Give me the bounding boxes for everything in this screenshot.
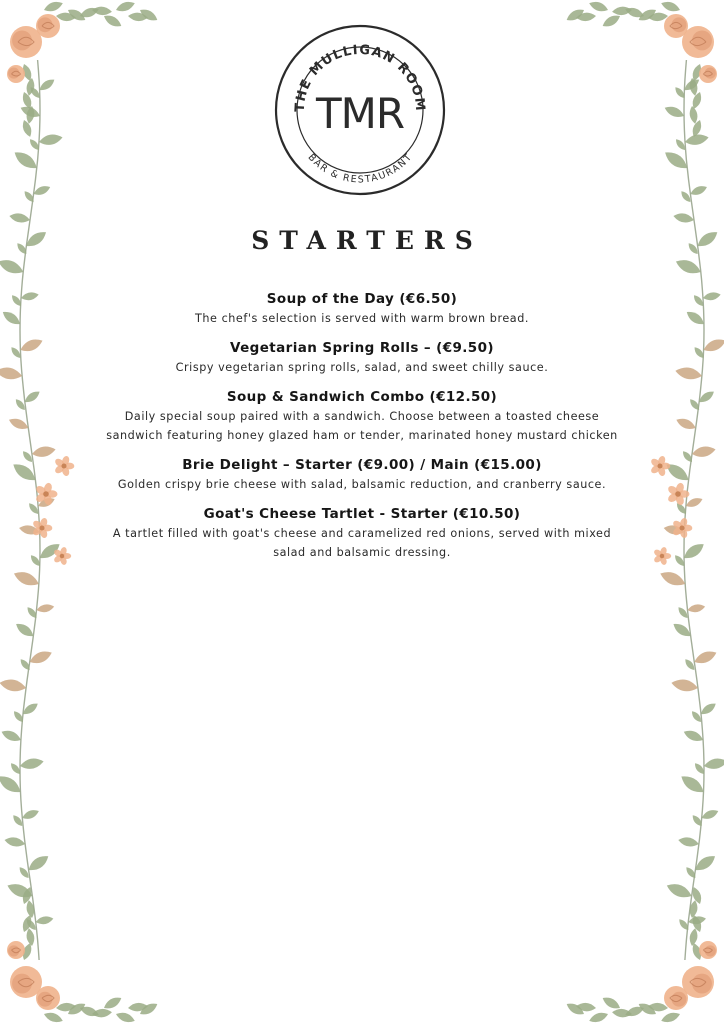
vine-leaf <box>691 444 716 458</box>
rose-flower <box>664 986 688 1010</box>
vine-leaf <box>32 183 52 197</box>
vine-leaf <box>19 756 44 770</box>
vine-leaf <box>9 212 31 225</box>
vine-leaf <box>20 291 39 302</box>
vine-leaf <box>14 397 28 412</box>
corner-leaf <box>688 105 699 124</box>
corner-leaf <box>115 1010 137 1024</box>
corner-leaf <box>690 914 703 934</box>
rose-flower <box>699 65 717 83</box>
corner-leaf <box>25 77 36 96</box>
menu-item <box>60 505 664 562</box>
vine-leaf <box>18 657 32 672</box>
corner-leaf <box>690 119 703 139</box>
corner-leaf <box>79 1004 101 1019</box>
corner-leaf <box>25 928 36 947</box>
vine-leaf <box>674 137 688 152</box>
rose-flower <box>682 26 714 58</box>
vine-leaf <box>37 77 56 94</box>
vine-leaf <box>21 449 35 464</box>
rose-flower <box>36 14 60 38</box>
vine-leaf <box>25 605 39 620</box>
vine-leaf <box>28 85 42 100</box>
vine-leaf <box>10 293 24 308</box>
corner-leaf <box>690 63 703 83</box>
menu-item-title: Vegetarian Spring Rolls – (€9.50) <box>230 340 494 356</box>
corner-leaf <box>92 6 113 16</box>
blossom-flower <box>672 517 693 539</box>
corner-leaf <box>115 0 137 14</box>
corner-leaf <box>612 6 633 16</box>
vine-leaf <box>699 701 718 718</box>
vine-leaf <box>0 677 27 693</box>
vine-leaf <box>11 148 40 173</box>
vine-leaf <box>18 336 44 355</box>
vine-leaf <box>674 365 703 381</box>
rose-flower <box>7 65 25 83</box>
corner-leaf <box>56 12 77 22</box>
vine-leaf <box>690 709 704 724</box>
vine-leaf <box>0 256 25 277</box>
rose-flower <box>10 26 42 58</box>
vine-leaf <box>36 603 55 614</box>
vine-leaf <box>702 291 721 302</box>
vine-leaf <box>4 836 26 849</box>
vine-leaf <box>0 308 22 327</box>
corner-leaf <box>56 1002 77 1012</box>
section-heading: STARTERS <box>251 226 483 255</box>
vine-leaf <box>674 256 703 277</box>
menu-item-description: Golden crispy brie cheese with salad, balsamic reduction, and cranberry sauce. <box>117 478 607 491</box>
vine-leaf <box>681 449 695 464</box>
vine-leaf <box>31 444 56 458</box>
vine-leaf <box>38 132 63 146</box>
corner-leaf <box>20 914 33 934</box>
logo-name-top: THE MULLIGAN ROOM <box>292 42 428 113</box>
corner-leaf <box>648 12 669 22</box>
corner-leaf <box>128 12 149 22</box>
menu-item-description: Daily special soup paired with a sandwich. Choose between a toasted cheese sandwich featuring honey glazed ham or tender, marinated honey mustard chicken <box>106 410 618 442</box>
vine-leaf <box>5 880 34 901</box>
corner-leaf <box>588 0 610 14</box>
corner-leaf <box>648 1002 669 1012</box>
corner-leaf <box>576 12 597 22</box>
corner-leaf <box>690 942 703 962</box>
menu-item-title: Brie Delight – Starter (€9.00) / Main (€15.00) <box>182 457 542 473</box>
corner-leaf <box>102 12 124 29</box>
vine-leaf <box>665 880 694 901</box>
vine-leaf <box>24 917 38 932</box>
vine-leaf <box>17 865 31 880</box>
menu-item <box>60 388 664 445</box>
corner-leaf <box>690 886 703 906</box>
vine-leaf <box>687 603 706 614</box>
vine-leaf <box>688 915 707 926</box>
corner-cluster <box>565 886 717 1024</box>
vine-stem <box>684 60 704 960</box>
corner-leaf <box>102 994 124 1011</box>
vine-leaf <box>673 85 687 100</box>
vine-leaf <box>703 756 724 770</box>
rose-flower <box>699 941 717 959</box>
vine-leaf <box>37 540 62 562</box>
vine-leaf <box>9 345 23 360</box>
menu-item-description: Crispy vegetarian spring rolls, salad, and sweet chilly sauce. <box>175 361 549 374</box>
vine-leaf <box>693 761 707 776</box>
rose-flower <box>10 966 42 998</box>
corner-leaf <box>79 5 101 20</box>
blossom-flower <box>32 517 53 539</box>
vine-leaf <box>28 137 42 152</box>
rose-flower <box>682 966 714 998</box>
vine-leaf <box>28 648 54 667</box>
corner-leaf <box>660 1010 682 1024</box>
corner-leaf <box>688 900 699 919</box>
menu-item <box>60 339 664 377</box>
logo-monogram: TMR <box>315 89 405 138</box>
vine-leaf <box>35 915 54 926</box>
menu-item-title: Goat's Cheese Tartlet - Starter (€10.50) <box>203 506 521 522</box>
restaurant-logo <box>274 24 446 196</box>
corner-leaf <box>66 6 88 23</box>
vine-leaf <box>0 772 24 797</box>
corner-leaf <box>66 1000 88 1017</box>
corner-leaf <box>660 0 682 14</box>
corner-leaf <box>20 886 33 906</box>
corner-leaf <box>25 105 36 124</box>
vine-leaf <box>10 460 39 485</box>
corner-leaf <box>43 1010 65 1024</box>
corner-cluster <box>565 0 717 138</box>
corner-leaf <box>20 91 33 111</box>
vine-leaf <box>14 620 36 639</box>
corner-leaf <box>92 1008 113 1018</box>
vine-leaf <box>692 293 706 308</box>
corner-leaf <box>138 6 160 23</box>
vine-leaf <box>684 132 709 146</box>
rose-flower <box>664 14 688 38</box>
vine-leaf <box>21 701 40 718</box>
vine-leaf <box>675 501 689 516</box>
vine-leaf <box>9 761 23 776</box>
rose-flower <box>36 986 60 1010</box>
vine-leaf <box>675 416 698 432</box>
corner-leaf <box>601 994 623 1011</box>
vine-leaf <box>26 852 51 874</box>
vine-leaf <box>22 189 36 204</box>
vine-leaf <box>676 605 690 620</box>
vine-leaf <box>663 524 685 537</box>
corner-leaf <box>624 5 646 20</box>
vine-leaf <box>663 460 692 485</box>
corner-leaf <box>601 12 623 29</box>
vine-leaf <box>12 568 41 589</box>
menu-item-description: A tartlet filled with goat's cheese and caramelized red onions, served with mixed salad and balsamic dressing. <box>112 527 612 559</box>
corner-cluster <box>7 886 159 1024</box>
vine-leaf <box>19 104 42 120</box>
corner-leaf <box>128 1002 149 1012</box>
corner-leaf <box>688 77 699 96</box>
menu-item-description: The chef's selection is served with warm brown bread. <box>195 312 529 325</box>
corner-cluster <box>7 0 159 138</box>
vine-leaf <box>684 308 706 327</box>
vine-leaf <box>673 553 687 568</box>
vine-leaf <box>678 772 707 797</box>
menu-item-title: Soup & Sandwich Combo (€12.50) <box>226 389 498 405</box>
corner-leaf <box>624 1004 646 1019</box>
corner-leaf <box>565 1000 587 1017</box>
vine-leaf <box>683 657 697 672</box>
corner-leaf <box>43 0 65 14</box>
corner-leaf <box>690 91 703 111</box>
vine-leaf <box>663 104 686 120</box>
corner-leaf <box>612 1008 633 1018</box>
vine-leaf <box>692 648 718 667</box>
vine-leaf <box>18 524 40 537</box>
menu-item <box>60 456 664 494</box>
vine-leaf <box>681 540 706 562</box>
menu-item-title: Soup of the Day (€6.50) <box>266 291 458 307</box>
vine-leaf <box>689 183 709 197</box>
blossom-flower <box>666 482 689 506</box>
vine-leaf <box>697 389 716 406</box>
vine-leaf <box>684 865 698 880</box>
vine-leaf <box>670 677 699 693</box>
logo-name-bottom: BAR & RESTAURANT <box>305 151 415 186</box>
vine-leaf <box>671 620 693 639</box>
rose-flower <box>7 941 25 959</box>
corner-leaf <box>576 1002 597 1012</box>
corner-leaf <box>20 119 33 139</box>
vine-leaf <box>662 148 691 173</box>
corner-leaf <box>637 1000 659 1017</box>
corner-leaf <box>688 928 699 947</box>
menu-list <box>60 290 664 573</box>
corner-leaf <box>637 6 659 23</box>
corner-leaf <box>565 6 587 23</box>
blossom-flower <box>34 482 57 506</box>
vine-leaf <box>677 917 691 932</box>
vine-leaf <box>0 365 23 381</box>
vine-leaf <box>692 345 706 360</box>
vine-leaf <box>684 495 704 509</box>
corner-leaf <box>25 900 36 919</box>
vine-leaf <box>682 728 705 744</box>
vine-leaf <box>700 807 720 821</box>
vine-leaf <box>23 389 42 406</box>
corner-leaf <box>588 1010 610 1024</box>
vine-leaf <box>673 212 695 225</box>
vine-leaf <box>37 495 57 509</box>
vine-leaf <box>7 416 30 432</box>
vine-leaf <box>27 501 41 516</box>
menu-item <box>60 290 664 328</box>
vine-leaf <box>21 807 41 821</box>
vine-leaf <box>692 852 717 874</box>
vine-leaf <box>0 728 23 744</box>
corner-leaf <box>20 942 33 962</box>
vine-leaf <box>11 813 25 828</box>
corner-leaf <box>20 63 33 83</box>
vine-leaf <box>29 553 43 568</box>
vine-leaf <box>682 77 701 94</box>
vine-leaf <box>690 813 704 828</box>
vine-leaf <box>12 709 26 724</box>
vine-leaf <box>677 836 699 849</box>
vine-stem <box>20 60 40 960</box>
corner-leaf <box>138 1000 160 1017</box>
vine-leaf <box>688 397 702 412</box>
vine-leaf <box>679 189 693 204</box>
vine-leaf <box>702 336 724 355</box>
